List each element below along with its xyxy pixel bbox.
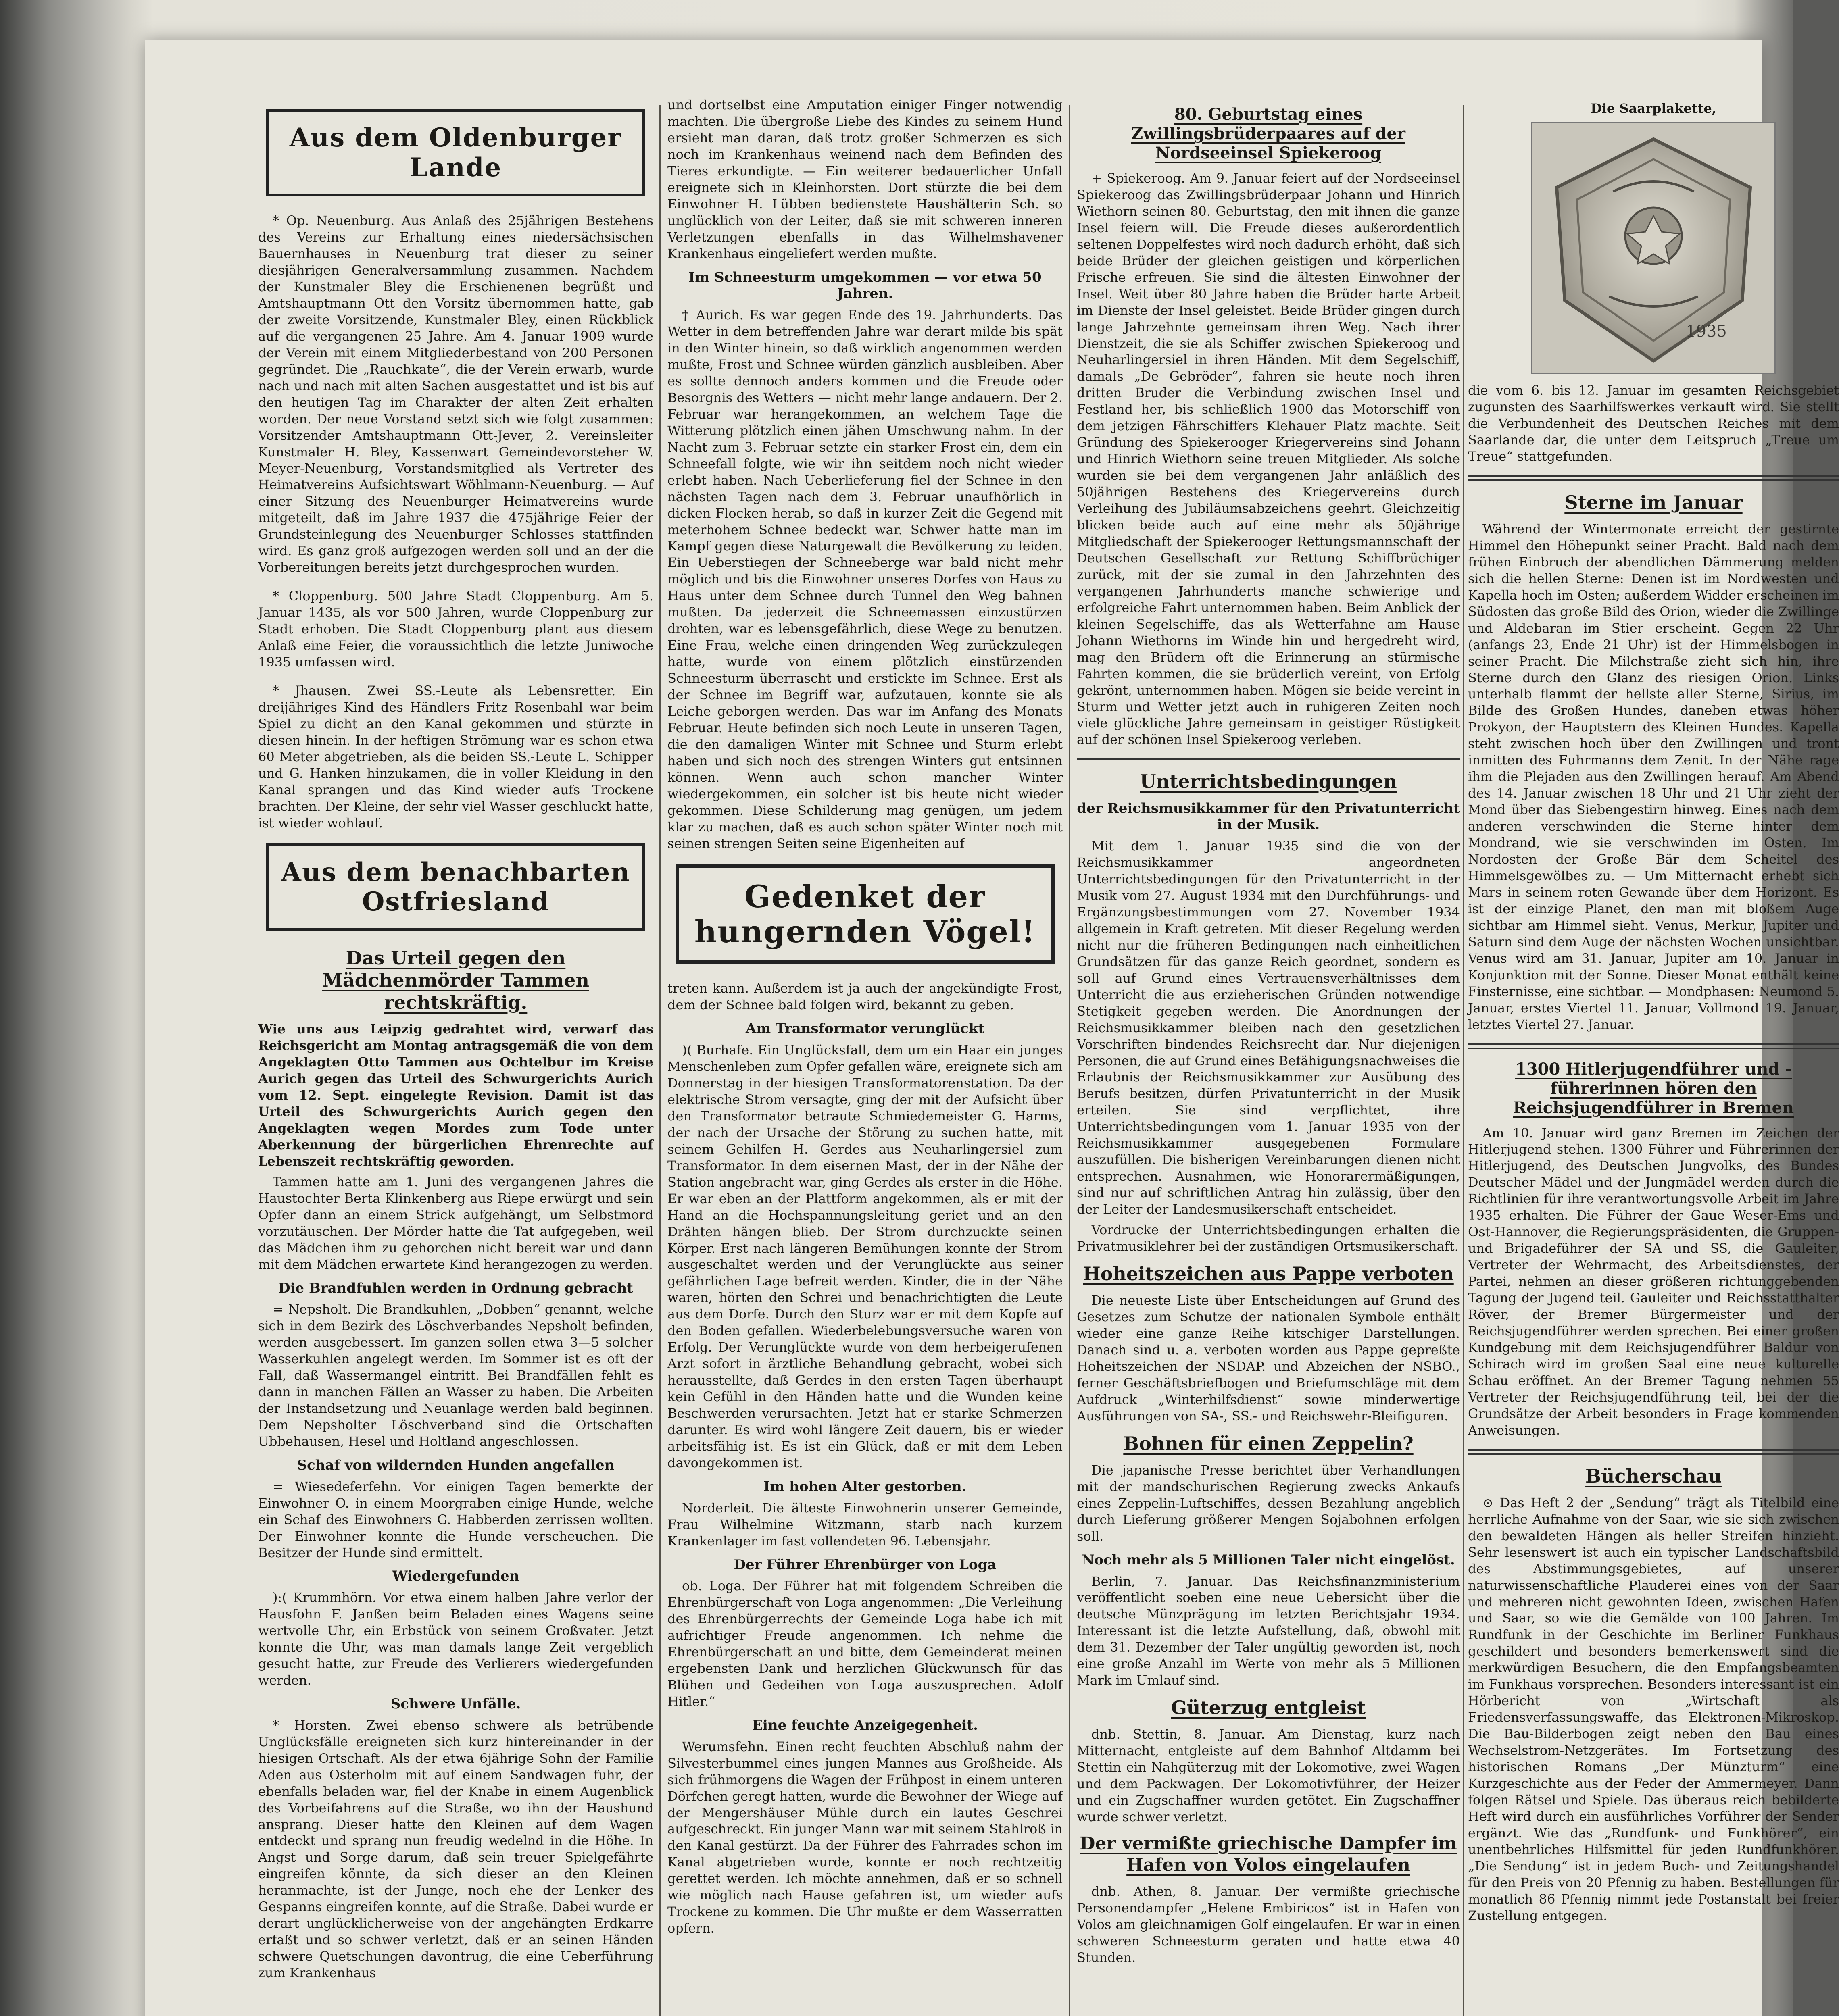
headline-hitlerjugend: 1300 Hitlerjugendführer und -führerinnen hören den Reichsjugendführer in Bremen xyxy=(1513,1059,1794,1117)
article-text: Die neueste Liste über Entscheidungen auf Grund des Gesetzes zum Schutze der nationalen Symbole enthält wieder eine ganze Reihe kitschiger Darstellungen. Danach sind u. a. verboten worden aus Pappe gepreßte Hoheitszeichen der NSDAP. und Abzeichen der NSBO., ferner Geschäftsbriefbogen und Briefumschläge mit dem Aufdruck „Winterhilfsdienst“ sowie minderwertige Ausführungen von SA-, SS.- und Reichswehr-Bleifiguren. xyxy=(1077,1293,1460,1424)
article-text: Am 10. Januar wird ganz Bremen im Zeichen der Hitlerjugend stehen. 1300 Führer und Führerinnen der Hitlerjugend, des Deutschen Jungvolks, des Bundes Deutscher Mädel und der Jungmädel werden durch die Richtlinien für ihre verantwortungsvolle Arbeit im Jahre 1935 erhalten. Die Führer der Gaue Weser-Ems und Ost-Hannover, die Regierungspräsidenten, die Gruppen- und Brigadeführer der SA und SS, die Gauleiter, Vertreter der Wehrmacht, des Arbeitsdienstes, der Partei, nehmen an dieser größeren richtunggebenden Tagung der Jugend teil. Gauleiter und Reichsstatthalter Röver, der Bremer Bürgermeister und der Reichsjugendführer werden sprechen. Bei einer großen Kundgebung mit dem Reichsjugendführer Baldur von Schirach wird im großen Saal eine neue kulturelle Schau eröffnet. An der Bremer Tagung nehmen 55 Vertreter der Reichsjugendführung teil, bei der die Grundsätze der Arbeit besonders in Frage kommenden Anweisungen. xyxy=(1468,1125,1839,1438)
article-text: † Aurich. Es war gegen Ende des 19. Jahrhunderts. Das Wetter in dem betreffenden Jahre war derart milde bis spät in den Winter hinein, so daß wirklich angenommen werden mußte, Frost und Schnee würden gänzlich ausbleiben. Aber es sollte dennoch anders kommen und die Freude oder Besorgnis des Wetters — nicht mehr lange andauern. Der 2. Februar war herangekommen, an welchem Tage die Witterung plötzlich einen jähen Umschwung nahm. In der Nacht zum 3. Februar setzte ein starker Frost ein, dem ein Schneefall folgte, wie wir ihn seitdem noch nicht wieder erlebt haben. Nach Ueberlieferung fiel der Schnee in den nächsten Tagen nach dem 3. Februar unaufhörlich in dicken Flocken herab, so daß in kurzer Zeit die Gegend mit meterhohem Schnee bedeckt war. Schwer hatte man im Kampf gegen diese Naturgewalt die Bevölkerung zu leiden. Ein Ueberstiegen der Schneeberge war bald nicht mehr möglich und bis die Einwohner unseres Dorfes von Haus zu Haus unter dem Schnee durch Tunnel den Weg bahnen mußten. Da jederzeit die Schneemassen einzustürzen drohten, war es lebensgefährlich, diese Wege zu benutzen. Eine Frau, welche einen dringenden Weg zurückzulegen hatte, wurde von einem plötzlich einstürzenden Schneesturm überrascht und erstickte im Schnee. Erst als der Schnee im Begriff war, aufzutauen, konnte sie als Leiche geborgen werden. Das war im Anfang des Monats Februar. Heute befinden sich noch Leute in unseren Tagen, die den damaligen Winter mit Schnee und Sturm erlebt haben und sich noch des strengen Winters gut entsinnen können. Wenn auch schon mancher Winter wiedergekommen, ein solcher ist bis heute nicht wieder gekommen. Diese Schilderung mag genügen, um jedem klar zu machen, daß es auch schon später Winter noch mit seinen strengen Seiten seine Eigenheiten auf xyxy=(667,307,1063,851)
article-text: * Horsten. Zwei ebenso schwere als betrübende Unglücksfälle ereigneten sich kurz hintereinander in der hiesigen Ortschaft. Als der etwa 6jährige Sohn der Familie Aden aus Osterholm mit auf einem Sandwagen fuhr, der ebenfalls beladen war, fiel der Knabe in einem Augenblick des Vorbeifahrens auf die Straße, wo ihn der Haushund ansprang. Dieser hatte den Kleinen auf dem Wagen entdeckt und sprang nun freudig wedelnd in die Höhe. In Angst und Sorge darum, daß sein treuer Spielgefährte eingreifen könnte, da sich dieser an den Kleinen heranmachte, ist der Junge, noch ehe der Lenker des Gespanns eingreifen konnte, auf die Straße. Dabei wurde er derart unglücklicherweise von der angehängten Erdkarre erfaßt und so schwer verletzt, daß er an seinen Händen schwere Quetschungen davontrug, die eine Ueberführung zum Krankenhaus xyxy=(258,1717,653,1981)
article-text: treten kann. Außerdem ist ja auch der angekündigte Frost, dem der Schnee bald folgen wird, bekannt zu geben. xyxy=(667,981,1063,1013)
headline-unfaelle: Schwere Unfälle. xyxy=(390,1696,521,1712)
headline-hoheitszeichen: Hoheitszeichen aus Pappe verboten xyxy=(1083,1262,1454,1285)
article-text: * Op. Neuenburg. Aus Anlaß des 25jährigen Bestehens des Vereins zur Erhaltung eines niedersächsischen Bauernhauses in Neuenburg trat dieser zu seiner diesjährigen Generalversammlung zusammen. Nachdem der Kunstmaler Bley die Erschienenen begrüßt und Amtshauptmann Ott den Vorsitz übernommen hatte, gab der zweite Vorsitzende, Kunstmaler Bley, einen Rückblick auf die vergangenen 25 Jahre. Am 4. Januar 1909 wurde der Verein mit einem Mitgliederbestand von 200 Personen gegründet. Die „Rauchkate“, die der Verein erwarb, wurde nach und nach mit alten Sachen ausgestattet und ist bis auf den heutigen Tag im Charakter der alten Zeit erhalten worden. Der neue Vorstand setzt sich wie folgt zusammen: Vorsitzender Amtshauptmann Ott-Jever, 2. Vereinsleiter Kunstmaler H. Bley, Kassenwart Gemeindevorsteher W. Meyer-Neuenburg, Vorstandsmitglied als Vertreter des Heimatvereins Aufsichtswart Wöhlmann-Neuenburg. — Auf einer Sitzung des Neuenburger Heimatvereins wurde mitgeteilt, daß im Jahre 1937 die 475jährige Feier der Grundsteinlegung des Neuenburger Schlosses stattfinden wird. Es ganz groß aufgezogen werden soll und an der die Vorbereitungen bereits jetzt durchgesprochen wurden. xyxy=(258,213,653,575)
headline-unterricht: Unterrichtsbedingungen xyxy=(1140,771,1397,793)
article-text: = Wiesedeferfehn. Vor einigen Tagen bemerkte der Einwohner O. in einem Moorgraben einige Hunde, welche ein Schaf des Einwohners G. Habberden zerrissen wollten. Der Einwohner konnte die Hunde verscheuchen. Die Besitzer der Hunde sind ermittelt. xyxy=(258,1479,653,1560)
article-text: * Jhausen. Zwei SS.-Leute als Lebensretter. Ein dreijähriges Kind des Händlers Fritz Rosenbahl war beim Spiel zu dicht an den Kanal gekommen und stürzte in diesen hinein. In der heftigen Strömung war es schon etwa 60 Meter abgetrieben, als die beiden SS.-Leute L. Schipper und G. Hanken hinzukamen, die in voller Kleidung in den Kanal sprangen und das Kind wieder aufs Trockene brachten. Der Kleine, der sehr viel Wasser geschluckt hatte, ist wieder wohlauf. xyxy=(258,683,653,831)
article-text: Berlin, 7. Januar. Das Reichsfinanzministerium veröffentlicht soeben eine neue Uebersicht über die deutsche Münzprägung im letzten Berichtsjahr 1934. Interessant ist die letzte Aufstellung, daß, obwohl mit dem 31. Dezember der Taler ungültig geworden ist, noch eine große Anzahl im Werte von mehr als 5 Millionen Mark im Umlauf sind. xyxy=(1077,1573,1460,1688)
article-text: dnb. Stettin, 8. Januar. Am Dienstag, kurz nach Mitternacht, entgleiste auf dem Bahnhof Altdamm bei Stettin ein Nahgüterzug mit der Lokomotive, zwei Wagen und dem Packwagen. Der Lokomotivführer, der Heizer und ein Zugschaffner wurden getötet. Ein Zugschaffner wurde schwer verletzt. xyxy=(1077,1727,1460,1825)
lead-text: Wie uns aus Leipzig gedrahtet wird, verwarf das Reichsgericht am Montag antragsgemäß die von dem Angeklagten Otto Tammen aus Ochtelbur im Kreise Aurich gegen das Urteil des Schwurgerichts Aurich vom 12. Sept. eingelegte Revision. Damit ist das Urteil des Schwurgerichts Aurich gegen den Angeklagten wegen Mordes zum Tode unter Aberkennung der bürgerlichen Ehrenrechte auf Lebenszeit rechtskräftig geworden. xyxy=(258,1021,653,1169)
article-text: ob. Loga. Der Führer hat mit folgendem Schreiben die Ehrenbürgerschaft von Loga angenommen: „Die Verleihung des Ehrenbürgerrechts der Gemeinde Loga habe ich mit aufrichtiger Freude angenommen. Ich nehme die Ehrenbürgerschaft an und bitte, dem Gemeinderat meinen ergebensten Dank und herzlichen Glückwunsch für das Blühen und Gedeihen von Loga auszusprechen. Adolf Hitler.“ xyxy=(667,1578,1063,1709)
headline-zeppelin: Bohnen für einen Zeppelin? xyxy=(1123,1432,1414,1454)
plakette-caption: die vom 6. bis 12. Januar im gesamten Reichsgebiet zugunsten des Saarhilfswerkes verkauft wird. Sie stellt die Verbundenheit des Deutschen Reiches mit dem Saarlande dar, die unter dem Leitspruch „Treue um Treue“ stattgefunden. xyxy=(1468,383,1839,464)
article-neuenburg xyxy=(258,212,653,576)
column-4 xyxy=(1468,97,1839,2016)
column-rule xyxy=(659,105,661,2016)
plakette-year: 1935 xyxy=(1686,322,1727,341)
section-header-oldenburg: Aus dem Oldenburger Lande xyxy=(266,109,645,196)
headline-wiedergefunden: Wiedergefunden xyxy=(392,1568,519,1585)
headline-sterne: Sterne im Januar xyxy=(1564,491,1743,513)
headline-schaf: Schaf von wildernden Hunden angefallen xyxy=(297,1457,615,1473)
article-text: + Spiekeroog. Am 9. Januar feiert auf der Nordseeinsel Spiekeroog das Zwillingsbrüderpaar Johann und Hinrich Wiethorn seinen 80. Geburtstag, den mit ihnen die ganze Insel feiern will. Die Freude dieses außerordentlich seltenen Doppelfestes wird noch dadurch erhöht, daß sich beide Brüder der gleichen geistigen und körperlichen Frische erfreuen. Sie sind die ältesten Einwohner der Insel. Weit über 80 Jahre haben die Brüder harte Arbeit im Dienste der Insel geleistet. Beide Brüder gingen durch lange Jahrzehnte gemeinsam ihren Weg. Nach ihrer Dienstzeit, die sie als Schiffer zwischen Spiekeroog und Neuharlingersiel in ihren Händen. Mit dem Segelschiff, damals „De Gebröder“, fahren sie heute noch ihren dritten Bruder die Verbindung zwischen Insel und Festland her, bis schließlich 1900 das Motorschiff von dem jetzigen Fährschiffers Klehauer Platz machte. Seit Gründung des Spiekerooger Kriegervereins sind Johann und Hinrich Wiethorn seine treuen Mitglieder. Als solche wurden sie bei dem vergangenen Jahr anläßlich des 50jährigen Bestehens des Kriegervereins durch Verleihung des Jubiläumsabzeichens geehrt. Gleichzeitig blicken beide auch auf eine mehr als 50jährige Mitgliedschaft der Spiekerooger Rettungsmannschaft der Deutschen Gesellschaft zur Rettung Schiffbrüchiger zurück, mit der sie zumal in den Jahrzehnten des vergangenen Jahrhunderts manche schwierige und erfolgreiche Fahrt unternommen haben. Beim Anblick der kleinen Segelschiffe, das als Wetterfahne am Hause Johann Wiethorns im Winde hin und hergedreht wird, mag den Brüdern oft die Erinnerung an stürmische Fahrten kommen, die sie brüderlich vereint, von Erfolg gekrönt, unternommen haben. Mögen sie beide vereint in Sturm und Wetter jetzt auch in ruhigeren Zeiten noch viele glückliche Jahre gemeinsam in geistiger Rüstigkeit auf der schönen Insel Spiekeroog verleben. xyxy=(1077,171,1460,748)
column-1 xyxy=(258,97,653,2016)
article-text: Mit dem 1. Januar 1935 sind die von der Reichsmusikkammer angeordneten Unterrichtsbedingungen für den Privatunterricht in der Musik vom 27. August 1934 mit den Durchführungs- und Ergänzungsbestimmungen vom 27. November 1934 allgemein in Kraft getreten. Mit dieser Regelung werden nicht nur die früheren Bedingungen nach einheitlichen Grundsätzen für das ganze Reich geordnet, sondern es soll auf Grund eines Vertrauensverhältnisses dem Unterricht die aus erzieherischen Gründen notwendige Stetigkeit gegeben werden. Die Anordnungen der Reichsmusikkammer bleiben nach den gesetzlichen Vorschriften bindendes Reichsrecht dar. Nur diejenigen Personen, die auf Grund eines Befähigungsnachweises die Erlaubnis der Reichsmusikkammer zur Ausübung des Berufs besitzen, dürfen Privatunterricht in der Musik erteilen. Sie sind verpflichtet, ihre Unterrichtsbedingungen vom 1. Januar 1935 von der Reichsmusikkammer ausgegebenen Formulare auszufüllen. Die bisherigen Vereinbarungen dienen nicht entsprechen. Ausnahmen, wie Honorarermäßigungen, sind nur auf schriftlichen Antrag hin zulässig, über den der Leiter der Landesmusikerschaft entscheidet. xyxy=(1077,838,1460,1217)
headline-taler: Noch mehr als 5 Millionen Taler nicht eingelöst. xyxy=(1082,1552,1455,1568)
boxed-appeal: Gedenket der hungernden Vögel! xyxy=(676,864,1055,964)
article-text: Norderleit. Die älteste Einwohnerin unserer Gemeinde, Frau Wilhelmine Witzmann, starb nach kurzem Krankenlager im fast vollendeten 96. Lebensjahr. xyxy=(667,1500,1063,1549)
newspaper-page xyxy=(145,40,1839,2016)
headline-schneesturm: Im Schneesturm umgekommen — vor etwa 50 Jahren. xyxy=(688,269,1042,302)
divider xyxy=(1468,1449,1839,1455)
headline-alter: Im hohen Alter gestorben. xyxy=(763,1478,967,1495)
article-text: Tammen hatte am 1. Juni des vergangenen Jahres die Haustochter Berta Klinkenberg aus Riepe erwürgt und sein Opfer dann an einem Strick aufgehängt, um Selbstmord vorzutäuschen. Der Mörder hatte die Tat aufgegeben, weil das Mädchen ihm zu gehorchen nicht bereit war und dann mit dem Mädchen erwartete Kind herangezogen zu werden. xyxy=(258,1174,653,1272)
column-rule xyxy=(1069,105,1070,2016)
plakette-title: Die Saarplakette, xyxy=(1591,101,1716,116)
headline-anzeige: Eine feuchte Anzeigegenheit. xyxy=(752,1717,978,1733)
divider xyxy=(1468,1043,1839,1049)
divider xyxy=(1077,758,1460,760)
column-2 xyxy=(667,97,1063,2016)
headline-buecherschau: Bücherschau xyxy=(1585,1465,1722,1487)
article-text: Vordrucke der Unterrichtsbedingungen erhalten die Privatmusiklehrer bei der zuständigen Ortsmusikerschaft. xyxy=(1077,1222,1460,1254)
headline-zwillinge: 80. Geburtstag eines Zwillingsbrüderpaares auf der Nordseeinsel Spiekeroog xyxy=(1131,105,1405,162)
column-3 xyxy=(1077,97,1460,2016)
article-cloppenburg xyxy=(258,588,653,671)
saarplakette-photo xyxy=(1531,122,1776,374)
headline-transformator: Am Transformator verunglückt xyxy=(745,1020,985,1037)
article-text: dnb. Athen, 8. Januar. Der vermißte griechische Personendampfer „Helene Embiricos“ ist in Hafen von Volos am gleichnamigen Golf eingelaufen. Er war in einen schweren Schneesturm geraten und hatte etwa 40 Stunden. xyxy=(1077,1883,1460,1965)
saarplakette-image xyxy=(1532,123,1774,373)
headline-brandkuhlen: Die Brandfuhlen werden in Ordnung gebracht xyxy=(278,1280,633,1296)
headline-gueterzug: Güterzug entgleist xyxy=(1171,1697,1366,1719)
article-text: ⊙ Das Heft 2 der „Sendung“ trägt als Titelbild eine herrliche Aufnahme von der Saar, wie sie sich zwischen den bewaldeten Hängen als heller Streifen hinzieht. Sehr lesenswert ist auch ein typischer Landschaftsbild des Abstimmungsgebietes, auf unserer naturwissenschaftliche Plauderei eines von der Saar und mehreren nicht gewohnten Ideen, zwischen Hafen und Saar, so wie die Gemälde von 100 Jahren. Im Rundfunk in der Geschichte im Berliner Funkhaus geschildert und besonders bemerkenswert sind die merkwürdigen Besuchern, die den Empfangsbeamten im Funkhaus vorsprechen. Besonders interessant ist ein Hörbericht von „Wirtschaft als Friedensverfassungswaffe, das Elektronen-Mikroskop. Die Bau-Bilderbogen zeigt neben den Bau eines Wechselstrom-Netzgerätes. Im Fortsetzung des historischen Romans „Der Münzturm“ eine Kurzgeschichte aus der Feder der Ammermeyer. Dann folgen Rätsel und Spiele. Das überaus reich bebilderte Heft wird durch ein ausführliches Vorführer der Sender ergänzt. Wie das „Rundfunk- und Funkhörer“, ein unentbehrliches Hilfsmittel für jeden Rundfunkhörer. „Die Sendung“ ist in jedem Buch- und Zeitungshandel für den Preis von 20 Pfennig zu haben. Bestellungen für monatlich 86 Pfennig nimmt jede Postanstalt bei freier Zustellung entgegen. xyxy=(1468,1495,1839,1923)
section-header-ostfriesland: Aus dem benachbarten Ostfriesland xyxy=(266,843,645,931)
article-text: )( Burhafe. Ein Unglücksfall, dem um ein Haar ein junges Menschenleben zum Opfer gefallen wäre, ereignete sich am Donnerstag in der hiesigen Transformatorenstation. Da der elektrische Strom versagte, ging der mit der Aufsicht über den Transformator betraute Schmiedemeister G. Harms, der nach der Ursache der Störung zu suchen hatte, mit seinem Gehilfen H. Gerdes aus Neuharlingersiel zum Transformator. In dem eisernen Mast, der in der Nähe der Station angebracht war, ging Gerdes als erster in die Höhe. Er war eben an der Plattform angekommen, als er mit der Hand an die Hochspannungsleitung geriet und an den Drähten hängen blieb. Der Strom durchzuckte seinen Körper. Erst nach längeren Bemühungen konnte der Strom ausgeschaltet werden und der Verunglückte aus seiner gefährlichen Lage befreit werden. Kinder, die in der Nähe waren, hörten den Schrei und benachrichtigten die Leute aus dem Dorfe. Durch den Sturz war er mit dem Kopfe auf den Boden gefallen. Wiederbelebungsversuche waren von Erfolg. Der Verunglückte wurde von dem herbeigerufenen Arzt sofort in ärztliche Behandlung gebracht, wobei sich herausstellte, daß Gerdes in den ersten Tagen überhaupt kein Gefühl in den Händen hatte und die Wunden keine Beschwerden verursachten. Jetzt hat er starke Schmerzen darunter. Es wird wohl längere Zeit dauern, bis er wieder arbeitsfähig ist. Es ist ein Glück, daß er mit dem Leben davongekommen ist. xyxy=(667,1042,1063,1470)
headline-urteil: Das Urteil gegen den Mädchenmörder Tammen rechtskräftig. xyxy=(322,947,589,1014)
headline-dampfer: Der vermißte griechische Dampfer im Hafen von Volos eingelaufen xyxy=(1080,1833,1457,1875)
column-rule xyxy=(1463,105,1464,2016)
article-text: und dortselbst eine Amputation einiger Finger notwendig machten. Die übergroße Liebe des Kindes zu seinem Hund ersieht man daran, daß trotz großer Schmerzen es sich noch im Krankenhaus weinend nach dem Befinden des Tieres erkundigte. — Ein weiterer bedauerlicher Unfall ereignete sich in Kleinhorsten. Dort stürzte die bei dem Einwohner H. Lübben bedienstete Haushälterin Sch. so unglücklich von der Leiter, daß sie mit schweren inneren Verletzungen ebenfalls in das Wilhelmshavener Krankenhaus eingeliefert werden mußte. xyxy=(667,97,1063,261)
article-text: Die japanische Presse berichtet über Verhandlungen mit der mandschurischen Regierung zwecks Ankaufs eines Zeppelin-Luftschiffes, dessen Bezahlung angeblich durch Lieferung größerer Mengen Sojabohnen erfolgen soll. xyxy=(1077,1462,1460,1544)
article-text: * Cloppenburg. 500 Jahre Stadt Cloppenburg. Am 5. Januar 1435, als vor 500 Jahren, wurde Cloppenburg zur Stadt erhoben. Die Stadt Cloppenburg plant aus diesem Anlaß eine Feier, die voraussichtlich die letzte Juniwoche 1935 umfassen wird. xyxy=(258,588,653,670)
divider xyxy=(1468,475,1839,481)
article-ihausen xyxy=(258,683,653,831)
article-text: ):( Krummhörn. Vor etwa einem halben Jahre verlor der Hausfohn F. Janßen beim Beladen eines Wagens seine wertvolle Uhr, ein Erbstück von seinem Großvater. Jetzt konnte die Uhr, was man damals lange Zeit vergeblich gesucht hatte, zur Freude des Verlierers wiedergefunden werden. xyxy=(258,1590,653,1688)
article-text: = Nepsholt. Die Brandkuhlen, „Dobben“ genannt, welche sich in dem Bezirk des Löschverbandes Nepsholt befinden, werden ausgebessert. Im ganzen sollen etwa 3—5 solcher Wasserkuhlen angelegt werden. Im Sommer ist es oft der Fall, daß Wassermangel eintritt. Bei Brandfällen fehlt es dann in manchen Fällen an Wasser zu haben. Die Arbeiten der Instandsetzung und Neuanlage werden bald beginnen. Dem Nepsholter Löschverband sind die Ortschaften Ubbehausen, Hesel und Holtland angeschlossen. xyxy=(258,1302,653,1449)
article-text: Während der Wintermonate erreicht der gestirnte Himmel den Höhepunkt seiner Pracht. Bald nach dem frühen Einbruch der abendlichen Dämmerung melden sich die hellen Sterne: Denen ist im Nordwesten und Kapella hoch im Osten; außerdem Widder erscheinen im Südosten das große Bild des Orion, wieder die Zwillinge und Aldebaran im Stier erscheint. Gegen 22 Uhr (anfangs 23, Ende 21 Uhr) ist der Himmelsbogen in seiner Pracht. Die Milchstraße zieht sich hin, ihre Sterne durch den Glanz des riesigen Orion. Links unterhalb flammt der hellste aller Sterne, Sirius, im Bilde des Großen Hundes, daneben etwas höher Prokyon, der Hauptstern des Kleinen Hundes. Kapella steht zwischen hoch über den Zwillingen und tront inmitten des Fuhrmanns dem Zenit. In der Nähe rage ihm die Plejaden aus den Zwillingen herauf. Am Abend des 14. Januar zwischen 18 Uhr und 21 Uhr zieht der Mond über das Siebengestirn hinweg. Eines nach dem anderen verschwinden die Sterne hinter dem Mondrand, wie sie verschwinden im Osten. Im Nordosten der Große Bär dem Scheitel des Himmelsgewölbes zu. — Um Mitternacht erhebt sich Mars in seinem roten Gewande über dem Horizont. Es ist der einzige Planet, den man mit bloßem Auge sichtbar am Himmel sieht. Venus, Merkur, Jupiter und Saturn sind dem Auge der nächsten Wochen unsichtbar. Venus wird am 31. Januar, Jupiter am 10. Januar in Konjunktion mit der Sonne. Dieser Monat enthält keine Finsternisse, eine sichtbar. — Mondphasen: Neumond 5. Januar, erstes Viertel 11. Januar, Vollmond 19. Januar, letztes Viertel 27. Januar. xyxy=(1468,521,1839,1032)
subheadline-unterricht: der Reichsmusikkammer für den Privatunterricht in der Musik. xyxy=(1077,800,1460,833)
article-text: Werumsfehn. Einen recht feuchten Abschluß nahm der Silvesterbummel eines jungen Mannes aus Großheide. Als sich frühmorgens die Wagen der Frühpost in einem unteren Dörfchen geregt hatten, wurde die Bewohner der Wiege auf der Mengershäuser Mühle durch ein lautes Geschrei aufgeschreckt. Ein junger Mann war mit seinem Stahlroß in den Kanal gestürzt. Da der Führer des Fahrrades schon im Kanal abgetrieben wurde, konnte er noch rechtzeitig gerettet werden. Ich möchte annehmen, daß er so schnell wie möglich nach Hause gefahren ist, um wieder aufs Trockene zu kommen. Die Uhr mußte er dem Wasserratten opfern. xyxy=(667,1739,1063,1936)
headline-ehrenbuerger: Der Führer Ehrenbürger von Loga xyxy=(734,1556,997,1573)
